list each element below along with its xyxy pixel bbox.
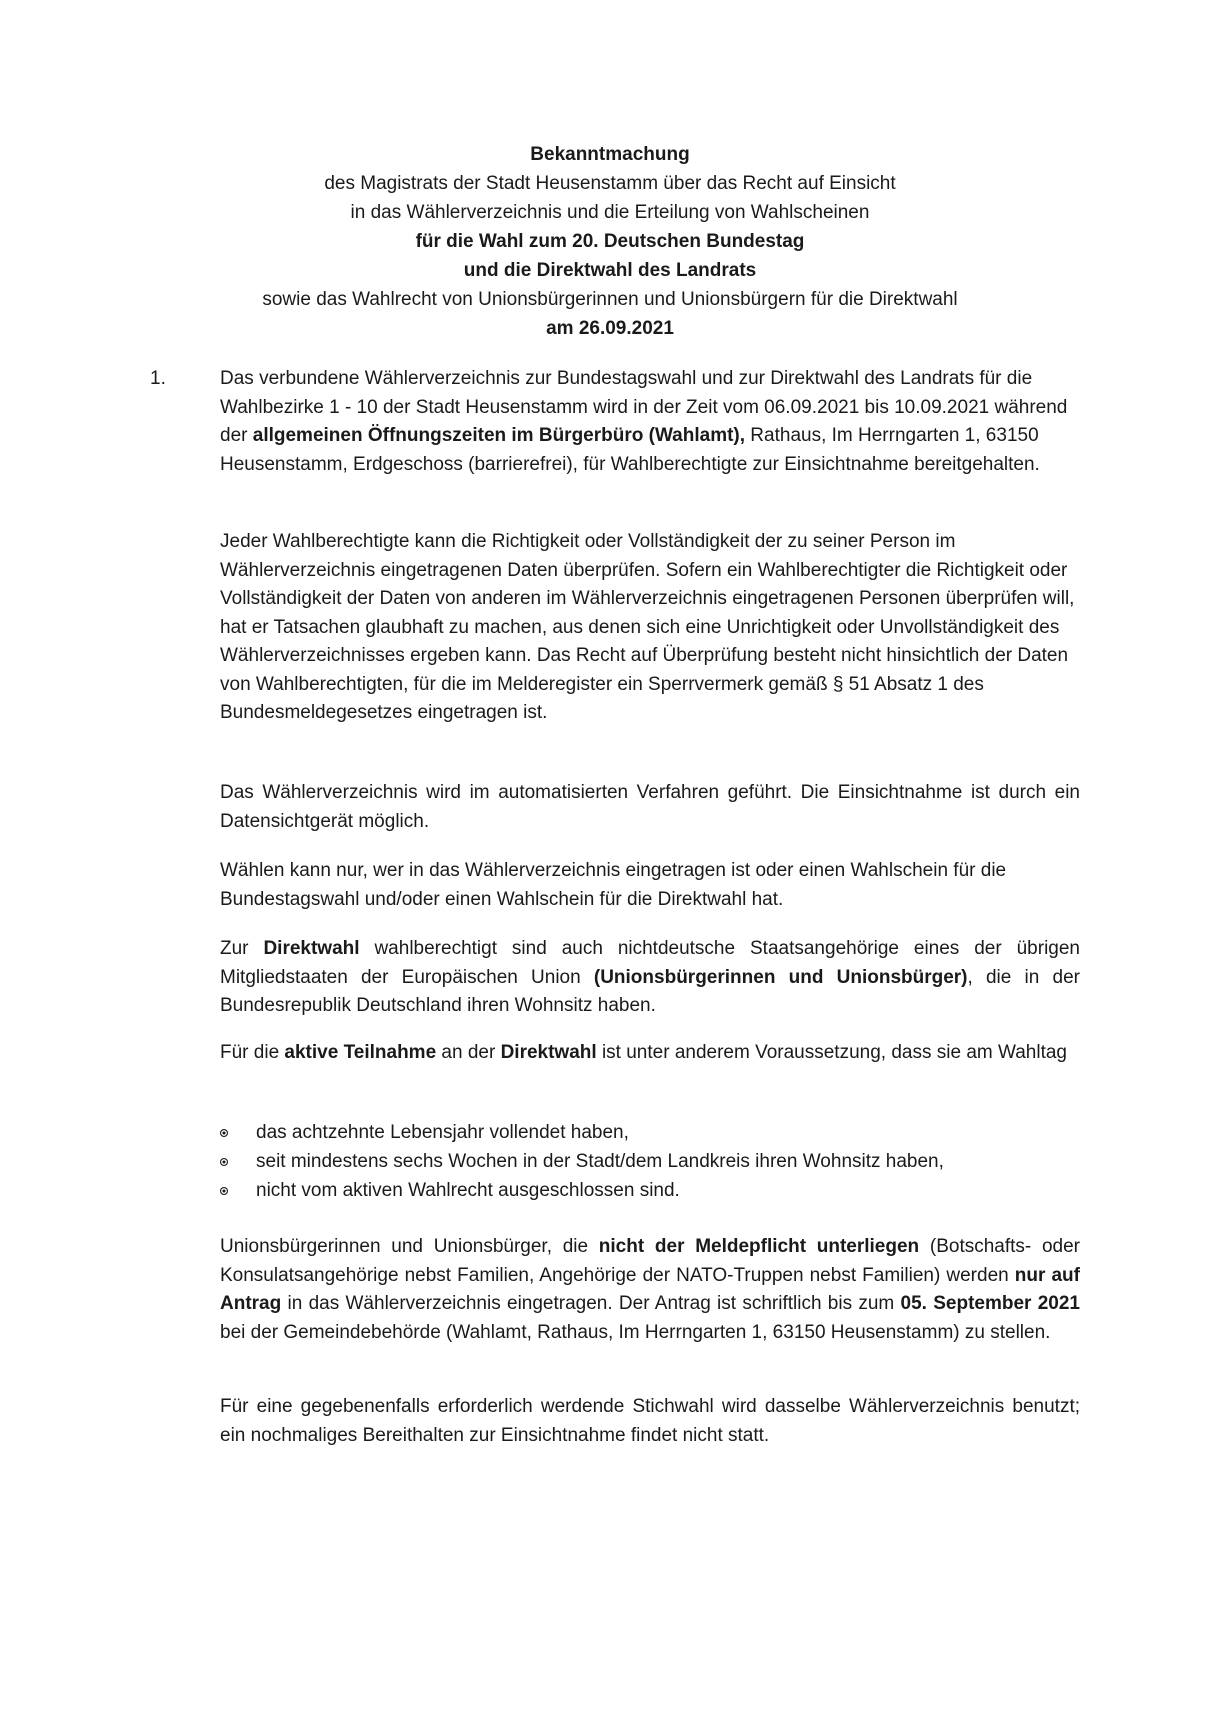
text-run-bold: aktive Teilnahme: [284, 1042, 437, 1063]
list-item-text: seit mindestens sechs Wochen in der Stadt/dem Landkreis ihren Wohnsitz haben,: [256, 1151, 944, 1172]
paragraph-eu-citizens: [220, 935, 1080, 1021]
text-run-bold: Direktwahl: [263, 938, 360, 959]
heading-date: am 26.09.2021: [546, 318, 674, 339]
heading-title: Bekanntmachung: [530, 144, 690, 165]
text-run: Das verbundene Wählerverzeichnis zur Bundestagswahl und zur Direktwahl des Landrats für die Wahlbezirke 1 - 10 der Stadt Heusenstamm wird in der Zeit vom 06.09.2021 bis 10.09.2021 während der: [220, 368, 1068, 446]
paragraph-data-verification: Jeder Wahlberechtigte kann die Richtigkeit oder Vollständigkeit der zu seiner Person im Wählerverzeichnis eingetragenen Daten überprüfen. Sofern ein Wahlberechtigter die Richtigkeit oder Vollständigkeit der Daten von anderen im Wählerverzeichnis eingetragenen Personen überprüfen will, hat er Tatsachen glaubhaft zu machen, aus denen sich eine Unrichtigkeit oder Unvollständigkeit des Wählerverzeichnisses ergeben kann. Das Recht auf Überprüfung besteht nicht hinsichtlich der Daten von Wahlberechtigten, für die im Melderegister ein Sperrvermerk gemäß § 51 Absatz 1 des Bundesmeldegesetzes eingetragen ist.: [220, 531, 1075, 723]
text-run-bold: nicht der Meldepflicht unterliegen: [598, 1236, 920, 1257]
text-run: bei der Gemeindebehörde (Wahlamt, Rathaus, Im Herrngarten 1, 63150 Heusenstamm) zu stellen.: [220, 1321, 1051, 1343]
announcement-heading: [180, 140, 1040, 343]
paragraph-automated-procedure: Das Wählerverzeichnis wird im automatisierten Verfahren geführt. Die Einsichtnahme ist durch ein Datensichtgerät möglich.: [220, 782, 1080, 832]
text-run-bold: (Unionsbürgerinnen und Unionsbürger): [593, 966, 968, 988]
bullet-icon: [220, 1158, 228, 1166]
text-run: an der: [436, 1042, 501, 1063]
list-item-text: das achtzehnte Lebensjahr vollendet haben,: [256, 1122, 629, 1143]
heading-line-direct-election: und die Direktwahl des Landrats: [463, 260, 757, 281]
heading-line: des Magistrats der Stadt Heusenstamm über das Recht auf Einsicht: [324, 173, 896, 194]
text-run-bold: nur auf Antrag: [220, 1264, 1080, 1314]
text-run: , die in der Bundesrepublik Deutschland ihren Wohnsitz haben.: [220, 966, 1080, 1016]
paragraph-voter-register-inspection: [220, 365, 1100, 479]
text-run-bold: allgemeinen Öffnungszeiten im Bürgerbüro (Wahlamt),: [252, 425, 746, 446]
list-item: [216, 1147, 1076, 1176]
text-run: Für die: [220, 1042, 285, 1063]
text-run: ist unter anderem Voraussetzung, dass sie am Wahltag: [596, 1042, 1067, 1063]
list-item-text: nicht vom aktiven Wahlrecht ausgeschlossen sind.: [256, 1180, 680, 1201]
text-run-bold: Direktwahl: [500, 1042, 597, 1063]
text-run: Unionsbürgerinnen und Unionsbürger, die: [220, 1236, 599, 1257]
text-run: Zur: [220, 938, 264, 959]
paragraph-active-participation: [220, 1039, 1080, 1068]
text-run: Rathaus, Im Herrngarten 1, 63150 Heusenstamm, Erdgeschoss (barrierefrei), für Wahlberechtigte zur Einsichtnahme bereitgehalten.: [220, 425, 1040, 475]
text-run-bold: 05. September 2021: [900, 1293, 1080, 1314]
list-item: [216, 1176, 1076, 1205]
heading-line: in das Wählerverzeichnis und die Erteilung von Wahlscheinen: [350, 202, 870, 223]
heading-line-election: für die Wahl zum 20. Deutschen Bundestag: [415, 231, 805, 252]
bullet-icon: [220, 1129, 228, 1137]
text-run: (Botschafts- oder Konsulatsangehörige nebst Familien, Angehörige der NATO-Truppen nebst Familien) werden: [220, 1236, 1080, 1286]
section-number: 1.: [150, 368, 166, 389]
heading-line: sowie das Wahlrecht von Unionsbürgerinnen und Unionsbürgern für die Direktwahl: [262, 289, 958, 310]
list-item: [216, 1118, 1076, 1147]
bullet-icon: [220, 1187, 228, 1195]
paragraph-runoff-election: Für eine gegebenenfalls erforderlich werdende Stichwahl wird dasselbe Wählerverzeichnis benutzt; ein nochmaliges Bereithalten zur Einsichtnahme findet nicht statt.: [220, 1396, 1080, 1446]
text-run: wahlberechtigt sind auch nichtdeutsche Staatsangehörige eines der übrigen Mitgliedstaaten der Europäischen Union: [220, 938, 1081, 988]
paragraph-registration-on-request: [220, 1233, 1080, 1347]
text-run: in das Wählerverzeichnis eingetragen. Der Antrag ist schriftlich bis zum: [281, 1293, 901, 1314]
requirements-list: [216, 1118, 1076, 1205]
paragraph-eligibility: Wählen kann nur, wer in das Wählerverzeichnis eingetragen ist oder einen Wahlschein für die Bundestagswahl und/oder einen Wahlschein für die Direktwahl hat.: [220, 860, 1007, 910]
